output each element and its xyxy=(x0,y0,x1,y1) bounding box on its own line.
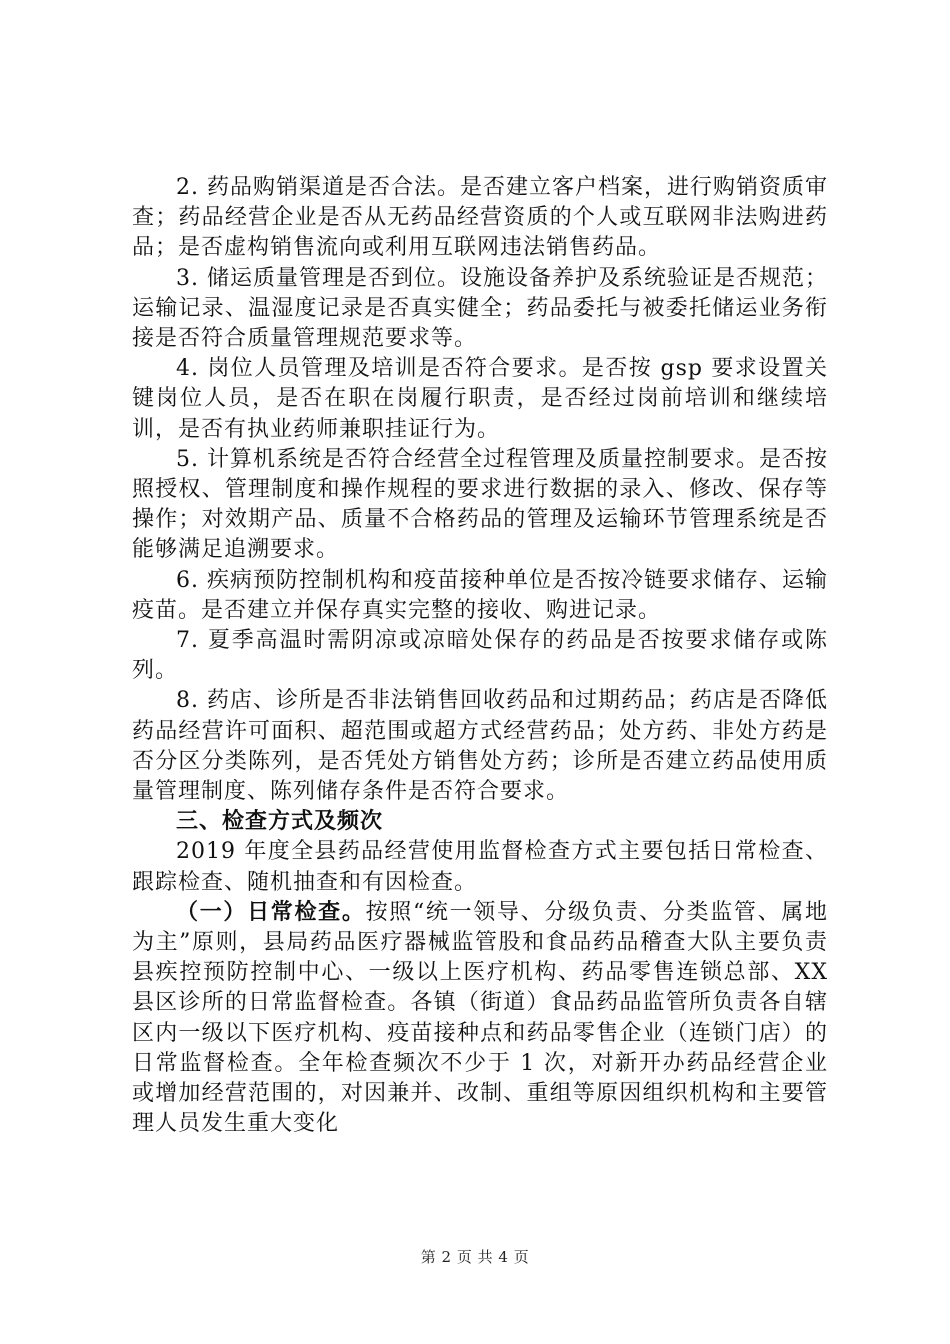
paragraph-item-2: 2. 药品购销渠道是否合法。是否建立客户档案，进行购销资质审查；药品经营企业是否从无药品经营资质的个人或互联网非法购进药品；是否虚构销售流向或利用互联网违法销售药品。 xyxy=(132,175,828,261)
document-body xyxy=(132,173,828,1140)
paragraph-item-4: 4. 岗位人员管理及培训是否符合要求。是否按 gsp 要求设置关键岗位人员，是否在职在岗履行职责，是否经过岗前培训和继续培训，是否有执业药师兼职挂证行为。 xyxy=(132,356,828,442)
paragraph-item-7: 7. 夏季高温时需阴凉或凉暗处保存的药品是否按要求储存或陈列。 xyxy=(132,628,828,684)
daily-check-lead: （一）日常检查。 xyxy=(176,899,366,925)
daily-check-paragraph xyxy=(132,898,828,1140)
paragraph-item-5: 5. 计算机系统是否符合经营全过程管理及质量控制要求。是否按照授权、管理制度和操作规程的要求进行数据的录入、修改、保存等操作；对效期产品、质量不合格药品的管理及运输环节管理系统是否能够满足追溯要求。 xyxy=(132,446,828,563)
paragraph-item-3: 3. 储运质量管理是否到位。设施设备养护及系统验证是否规范；运输记录、温湿度记录是否真实健全；药品委托与被委托储运业务衔接是否符合质量管理规范要求等。 xyxy=(132,265,828,352)
page-footer: 第 2 页 共 4 页 xyxy=(420,1248,530,1266)
paragraph-item-8: 8. 药店、诊所是否非法销售回收药品和过期药品；药店是否降低药品经营许可面积、超范围或超方式经营药品；处方药、非处方药是否分区分类陈列，是否凭处方销售处方药；诊所是否建立药品使用质量管理制度、陈列储存条件是否符合要求。 xyxy=(132,688,828,805)
paragraph-item-6: 6. 疾病预防控制机构和疫苗接种单位是否按冷链要求储存、运输疫苗。是否建立并保存真实完整的接收、购进记录。 xyxy=(132,567,828,623)
intro-paragraph: 2019 年度全县药品经营使用监督检查方式主要包括日常检查、跟踪检查、随机抽查和有因检查。 xyxy=(132,839,828,895)
daily-check-body: 按照“统一领导、分级负责、分类监管、属地为主”原则，县局药品医疗器械监管股和食品药品稽查大队主要负责县疾控预防控制中心、一级以上医疗机构、药品零售连锁总部、XX 县区诊所的日常监督检查。各镇（街道）食品药品监管所负责各自辖区内一级以下医疗机构、疫苗接种点和药品零售企业（连锁门店）的日常监督检查。全年检查频次不少于 1 次，对新开办药品经营企业或增加经营范围的，对因兼并、改制、重组等原因组织机构和主要管理人员发生重大变化 xyxy=(132,899,828,1137)
section-heading: 三、检查方式及频次 xyxy=(176,809,384,835)
